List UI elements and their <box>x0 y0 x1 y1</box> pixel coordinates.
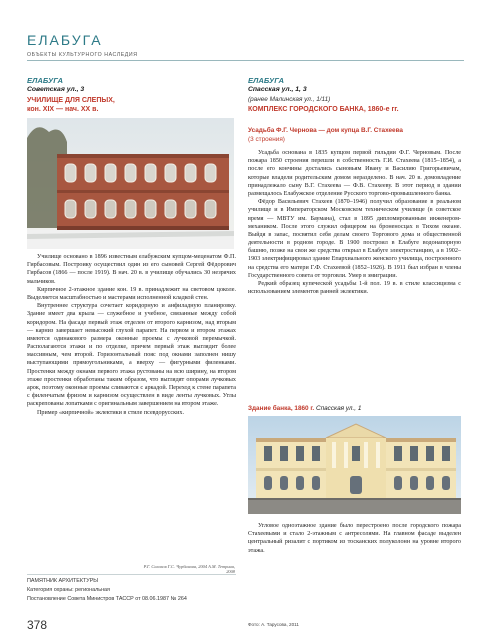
bank-photo-label-address: Спасская ул., 1 <box>315 405 362 412</box>
estate-section-sub: (3 строения) <box>248 136 285 143</box>
right-address: Спасская ул., 1, 3 <box>248 86 307 93</box>
section-title: ЕЛАБУГА <box>27 32 103 48</box>
left-address: Советская ул., 3 <box>27 86 85 93</box>
bank-building-photo <box>248 416 461 514</box>
protection-info <box>27 577 242 604</box>
right-address-note: (ранее Малинская ул., 1/11) <box>248 96 331 103</box>
bank-description <box>248 522 461 555</box>
section-subtitle: ОБЪЕКТЫ КУЛЬТУРНОГО НАСЛЕДИЯ <box>27 52 138 58</box>
right-object-title: КОМПЛЕКС ГОРОДСКОГО БАНКА, 1860-е гг. <box>248 106 399 113</box>
left-body-text <box>27 253 236 417</box>
paragraph: Фёдор Васильевич Стахеев (1870–1946) получил образование в реальном училище и в Императорском Московском техническом училище (в советское время — МВТУ им. Баумана), стал в 1895 дипломированным инженером-механиком. После этого служил офицером на броненосцах в Тихом океане. Выйдя в запас, посвятил себя делам своего Торгового дома и общественной деятельности в родном городе. В 1900 построил в Елабуге водонапорную башню, позже на свои же средства открыл в Елабуге электростанцию, а в 1902–1903 электрифицировал здание Епархиального женского училища, построенного на средства его матери Г.Ф. Стахеевой (1852–1926). В 1911 был избран в члены Государственного совета от торговли. Умер в эмиграции. <box>248 199 461 279</box>
left-object-title: УЧИЛИЩЕ ДЛЯ СЛЕПЫХ, <box>27 97 115 104</box>
bank-building-illustration <box>248 416 461 514</box>
meta-line: Категория охраны: региональная <box>27 587 110 593</box>
estate-section-title: Усадьба Ф.Г. Чернова — дом купца В.Г. Стахеева <box>248 127 403 134</box>
paragraph: Кирпичное 2-этажное здание кон. 19 в. принадлежит на световом цоколе. Выделяется масштабностью и мастерами исполненной кладкой стен. <box>27 286 236 301</box>
paragraph: Внутреннее структура сочетает коридорную и анфиладную планировку. Здание имеет два крыла — служебное и учебное, связанные между собой коридором. На фасаде первый этаж отделен от второго карнизом, над вторым — карниз завершает невысокий глухой парапет. На первом и втором этажах имеются одинакового размера оконные проемы с лучковой перемычкой. Располагаются этажи и по отделке, причем первый этаж выглядит более массивным, чем второй. Горизонтальный пояс под окнами заполнен нишу выступающими прямоугольниками, а вверху — фигурными филенками. Простенки между окнами первого этажа рустованы на всю ширину, на втором этаже простенки обработаны таким образом, что выглядят опорами лучковых арок, поэтому оконные проемы сливаются с аркадой. Переход к стене парапета с филенчатым фризом и карнизом осуществлен в виде ленты лучковых. Углы раскрепованы лопатками с оригинальным завершением на втором этаже. <box>27 303 236 408</box>
paragraph: Угловое одноэтажное здание было перестроено после городского пожара Стахеевыми и стало 2-этажным с антресолями. На главном фасаде выделен центральный ризалит с портиком из тосканских полуколонн на уровне второго этажа. <box>248 523 461 554</box>
school-building-photo <box>27 118 234 249</box>
left-city-title: ЕЛАБУГА <box>27 76 63 85</box>
paragraph: Пример «кирпичной» эклектики в стиле псевдорусских. <box>37 409 185 416</box>
paragraph: Редкий образец купеческой усадьбы 1-й пол. 19 в. в стиле классицизма с использованием элементов ранней эклектики. <box>248 281 461 296</box>
paragraph: Училище основано в 1896 известным елабужским купцом-меценатом Ф.П. Гирбасовым. Построику осуществил один из его сыновей Сергей Фёдорович Гирбасов (1866 — после 1919). В нач. 20 в. в училище обучались 30 незрячих мальчиков. <box>27 254 236 285</box>
page-number: 378 <box>27 618 48 632</box>
left-object-dates: кон. XIX — нач. XX в. <box>27 106 99 113</box>
bank-photo-label-title: Здание банка, 1860 г. <box>248 405 315 412</box>
right-city-title: ЕЛАБУГА <box>248 76 284 85</box>
right-photo-credit: Фото: А. Тарусова, 2011 <box>248 622 299 627</box>
meta-line: Постановление Совета Министров ТАССР от 08.06.1987 № 264 <box>27 596 187 602</box>
paragraph: Усадьба основана в 1835 купцом первой гильдии Ф.Г. Черновым. После пожара 1850 строения перешли в собственность Г.И. Стахеева (1815–1854), а после его кончины достались сыновьям Ивану и Василию Григорьевичам, которые владели родительским домом неразделено. В нач. 20 в. домовладение принадлежало сыну В.Г. Стахеева — Ф.В. Стахееву. В этот период в здании размещалось Елабужское отделение Русского торгово-промышленного банка. <box>248 150 461 197</box>
bank-photo-label <box>248 405 361 412</box>
header-rule <box>27 60 464 61</box>
school-building-illustration <box>27 118 234 249</box>
left-photo-credit: Р.Г. Салахов Г.С. Чурбанова, 2004 А.М. Тетрина, 2008 <box>143 564 235 574</box>
meta-line: ПАМЯТНИК АРХИТЕКТУРЫ <box>27 578 99 584</box>
meta-rule <box>27 574 236 575</box>
right-body-text <box>248 149 461 296</box>
